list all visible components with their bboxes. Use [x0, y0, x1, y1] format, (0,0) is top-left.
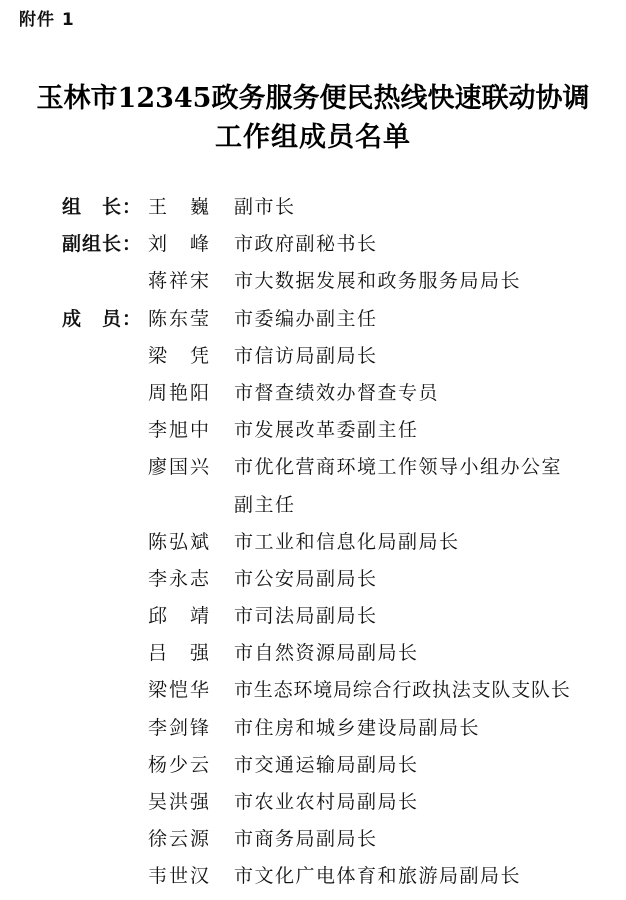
member-name: 韦世汉 — [148, 865, 212, 888]
member-name: 廖国兴 — [148, 456, 212, 479]
member-row — [0, 193, 626, 230]
member-row — [0, 676, 626, 713]
document-title-line-1: 玉林市12345政务服务便民热线快速联动协调 — [36, 83, 590, 114]
member-name: 蒋祥宋 — [148, 270, 212, 293]
member-position: 市生态环境局综合行政执法支队支队长 — [234, 679, 571, 702]
member-row — [0, 342, 626, 379]
member-name: 李旭中 — [148, 419, 212, 442]
member-position: 市大数据发展和政务服务局局长 — [234, 270, 522, 293]
member-name: 周艳阳 — [148, 381, 212, 404]
member-row — [0, 379, 626, 416]
member-role: 成 员： — [62, 307, 143, 330]
member-position-continued: 副主任 — [234, 493, 296, 516]
member-row — [0, 305, 626, 342]
member-name: 陈东莹 — [148, 307, 212, 330]
member-row — [0, 230, 626, 267]
member-name: 刘 峰 — [148, 233, 212, 256]
member-name: 李永志 — [148, 567, 212, 590]
member-row — [0, 565, 626, 602]
member-position: 市自然资源局副局长 — [234, 642, 419, 665]
member-row — [0, 788, 626, 825]
member-row — [0, 416, 626, 453]
member-name: 杨少云 — [148, 753, 212, 776]
member-row — [0, 862, 626, 899]
member-row — [0, 267, 626, 304]
member-position: 市委编办副主任 — [234, 307, 378, 330]
member-position: 市发展改革委副主任 — [234, 419, 419, 442]
member-position: 市文化广电体育和旅游局副局长 — [234, 865, 522, 888]
member-row — [0, 825, 626, 862]
member-position: 市优化营商环境工作领导小组办公室 — [234, 456, 563, 479]
member-name: 徐云源 — [148, 828, 212, 851]
member-row — [0, 639, 626, 676]
member-list — [0, 193, 626, 900]
member-row — [0, 602, 626, 639]
attachment-label: 附件 1 — [19, 10, 75, 30]
member-name: 李剑锋 — [148, 716, 212, 739]
member-row — [0, 528, 626, 565]
member-position: 市住房和城乡建设局副局长 — [234, 716, 481, 739]
member-position: 市商务局副局长 — [234, 828, 378, 851]
member-position: 市工业和信息化局副局长 — [234, 530, 460, 553]
member-name: 王 巍 — [148, 196, 212, 218]
member-name: 梁恺华 — [148, 679, 212, 702]
member-position: 副市长 — [234, 196, 296, 218]
member-row — [0, 751, 626, 788]
member-name: 邱 靖 — [148, 605, 212, 628]
member-row — [0, 714, 626, 751]
member-position: 市信访局副局长 — [234, 344, 378, 367]
member-position: 市政府副秘书长 — [234, 233, 378, 256]
member-name: 吕 强 — [148, 642, 212, 665]
member-position: 市司法局副局长 — [234, 605, 378, 628]
member-name: 吴洪强 — [148, 791, 212, 814]
member-name: 陈弘斌 — [148, 530, 212, 553]
member-role: 副组长： — [62, 233, 143, 256]
member-position: 市督查绩效办督查专员 — [234, 381, 440, 404]
member-row — [0, 453, 626, 527]
member-position: 市交通运输局副局长 — [234, 753, 419, 776]
member-position: 市农业农村局副局长 — [234, 791, 419, 814]
member-name: 梁 凭 — [148, 344, 212, 367]
member-position: 市公安局副局长 — [234, 567, 378, 590]
document-title-line-2: 工作组成员名单 — [215, 122, 411, 153]
member-role: 组 长： — [62, 196, 143, 218]
